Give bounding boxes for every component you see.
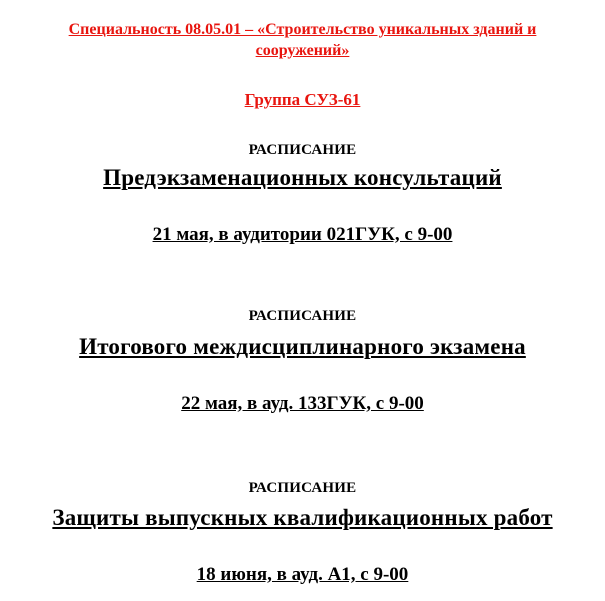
schedule-2-heading: РАСПИСАНИЕ	[248, 308, 357, 324]
specialty-line-2: сооружений»	[255, 42, 350, 59]
schedule-3-title: Защиты выпускных квалификационных работ	[52, 505, 553, 530]
schedule-2-when: 22 мая, в ауд. 133ГУК, с 9-00	[181, 393, 424, 414]
specialty-line-1: Специальность 08.05.01 – «Строительство уникальных зданий и	[68, 21, 537, 38]
group-label: Группа СУЗ-61	[244, 90, 361, 109]
schedule-2-title: Итогового междисциплинарного экзамена	[79, 334, 526, 359]
schedule-1-title: Предэкзаменационных консультаций	[103, 165, 502, 190]
schedule-1-heading: РАСПИСАНИЕ	[248, 142, 357, 158]
schedule-1-when: 21 мая, в аудитории 021ГУК, с 9-00	[152, 224, 453, 245]
schedule-3-when: 18 июня, в ауд. А1, с 9-00	[196, 564, 409, 585]
schedule-3-heading: РАСПИСАНИЕ	[248, 480, 357, 496]
